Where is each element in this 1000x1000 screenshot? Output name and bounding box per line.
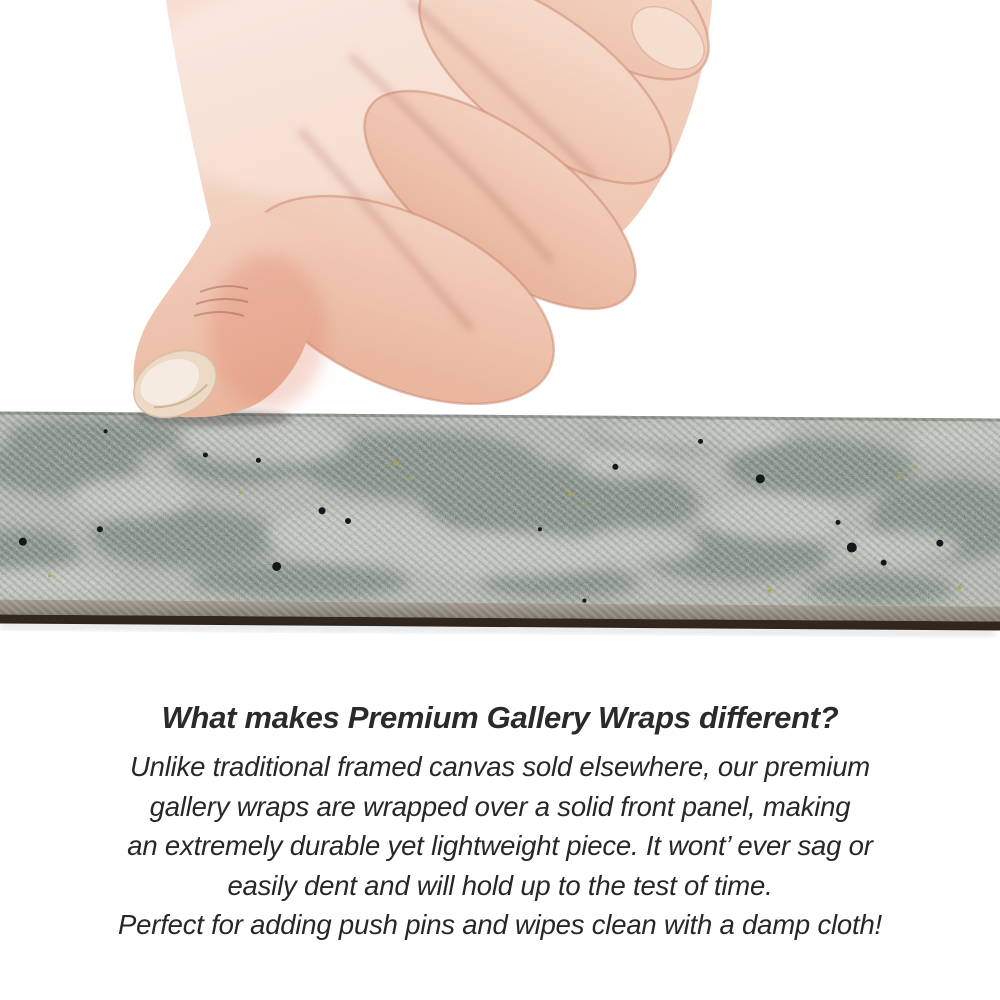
hand-photo <box>0 0 1000 455</box>
hand-graphic <box>0 0 1000 455</box>
description-line: an extremely durable yet lightweight piece. It wont’ ever sag or <box>127 830 873 861</box>
description-line: Perfect for adding push pins and wipes clean with a damp cloth! <box>118 909 882 940</box>
description-line: easily dent and will hold up to the test of time. <box>227 869 773 901</box>
thumb-flush <box>210 254 326 410</box>
description-block <box>0 700 1000 945</box>
description-line: Unlike traditional framed canvas sold elsewhere, our premium <box>129 751 870 782</box>
description-line: gallery wraps are wrapped over a solid front panel, making <box>149 790 851 822</box>
description-heading: What makes Premium Gallery Wraps different? <box>161 700 839 735</box>
